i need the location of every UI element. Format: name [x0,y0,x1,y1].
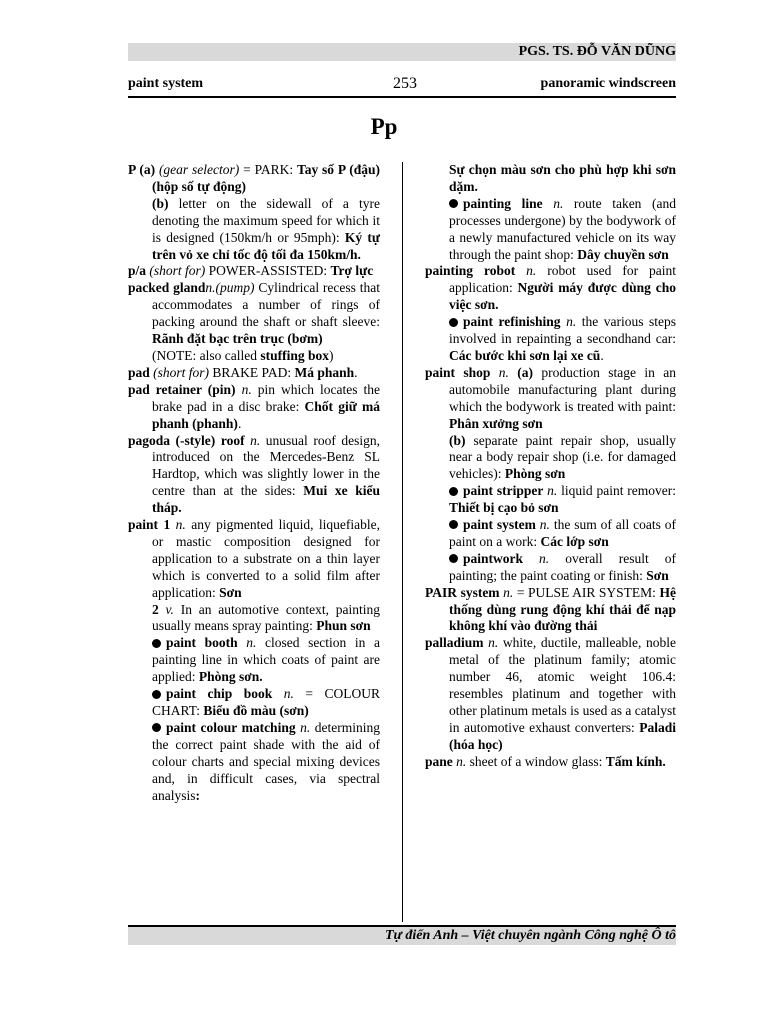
entry-colour-matching-cont: Sự chọn màu sơn cho phù hợp khi sơn dặm. [449,162,676,194]
entry-pad-retainer: pad retainer (pin) n. pin which locates the brake pad in a disc brake: Chốt giữ má phanh (phanh). [128,381,381,431]
entry-pair-system: PAIR system n. = PULSE AIR SYSTEM: Hệ thống dùng rung động khí thải để nạp không khí vào đường thải [425,584,677,634]
entry-painting-line: painting line n. route taken (and processes undergone) by the bodywork of a newly manufactured vehicle on its way through the paint shop: Dây chuyền sơn [449,195,676,262]
bullet-icon [449,520,458,529]
entry-paintwork: paintwork n. overall result of painting; the paint coating or finish: Sơn [449,550,676,583]
entry-paint-colour-matching: paint colour matching n. determining the correct paint shade with the aid of colour charts and special mixing devices and, in difficult cases, via spectral analysis: [152,719,380,803]
entry-p-b: (b) letter on the sidewall of a tyre denoting the maximum speed for which it is designed (150km/h or 95mph): Ký tự trên vỏ xe chỉ tốc độ tối đa 150km/h. [152,195,380,262]
page-number: 253 [393,75,417,92]
entry-palladium: palladium n. white, ductile, malleable, noble metal of the platinum family; atomic number 46, atomic weight 106.4: resembles platinum and together with other platinum metals is used as a catalyst in automotive exhaust converters: Paladi (hóa học) [425,635,676,752]
entry-p-slash-a: p/a (short for) POWER-ASSISTED: Trợ lực [128,263,374,279]
bullet-icon [449,199,458,208]
entry-pad: pad (short for) BRAKE PAD: Má phanh. [128,364,358,380]
footer-title: Tự điển Anh – Việt chuyên ngành Công nghệ Ô tô [384,928,676,943]
running-head-right: panoramic windscreen [540,76,676,91]
bullet-icon [449,554,458,563]
entry-paint-refinishing: paint refinishing n. the various steps involved in repainting a secondhand car: Các bước khi sơn lại xe cũ. [449,314,676,363]
running-header [128,76,676,98]
section-letter: Pp [370,114,398,139]
author-bar [128,43,676,61]
entry-pagoda-roof: pagoda (-style) roof n. unusual roof design, introduced on the Mercedes-Benz SL Hardtop, which was slightly lower in the centre than at the sides: Mui xe kiểu tháp. [128,432,380,516]
bullet-icon [152,723,161,732]
entry-paint-shop-b: (b) separate paint repair shop, usually near a body repair shop (i.e. for damaged vehicles): Phòng sơn [449,432,676,482]
bullet-icon [152,639,161,648]
bullet-icon [152,690,161,699]
entry-p-a: P (a) (gear selector) = PARK: Tay số P (đậu) (hộp số tự động) [128,162,380,194]
entry-packed-gland: packed glandn.(pump) Cylindrical recess that accommodates a number of rings of packing around the shaft or shaft sleeve: Rãnh đặt bạc trên trục (bơm) [128,280,380,347]
column-divider [402,162,403,922]
entry-paint-chip-book: paint chip book n. = COLOUR CHART: Biểu đồ màu (sơn) [152,686,381,718]
bullet-icon [449,318,458,327]
bullet-icon [449,487,458,496]
entry-painting-robot: painting robot n. robot used for paint application: Người máy được dùng cho việc sơn. [425,263,676,313]
entry-paint-1: paint 1 n. any pigmented liquid, liquefiable, or mastic composition designed for application to a substrate on a thin layer which is converted to a solid film after application: Sơn [128,517,380,600]
entry-paint-system: paint system n. the sum of all coats of paint on a work: Các lớp sơn [449,517,676,549]
right-column [425,162,676,771]
entry-paint-stripper: paint stripper n. liquid paint remover: Thiết bị cạo bỏ sơn [449,483,676,516]
entry-paint-shop: paint shop n. (a) production stage in an automobile manufacturing plant during which the bodywork is treated with paint: Phân xưởng sơn [425,364,676,431]
left-column [128,162,380,804]
entry-paint-booth: paint booth n. closed section in a painting line in which coats of paint are applied: Phòng sơn. [152,635,381,685]
author-name: PGS. TS. ĐỖ VĂN DŨNG [518,44,676,59]
entry-pane: pane n. sheet of a window glass: Tấm kính. [425,753,666,769]
entry-packed-gland-note: (NOTE: also called stuffing box) [152,347,334,363]
footer-bar [128,925,676,945]
running-head-left: paint system [128,76,204,91]
entry-paint-2: 2 v. In an automotive context, painting usually means spray painting: Phun sơn [152,601,380,634]
